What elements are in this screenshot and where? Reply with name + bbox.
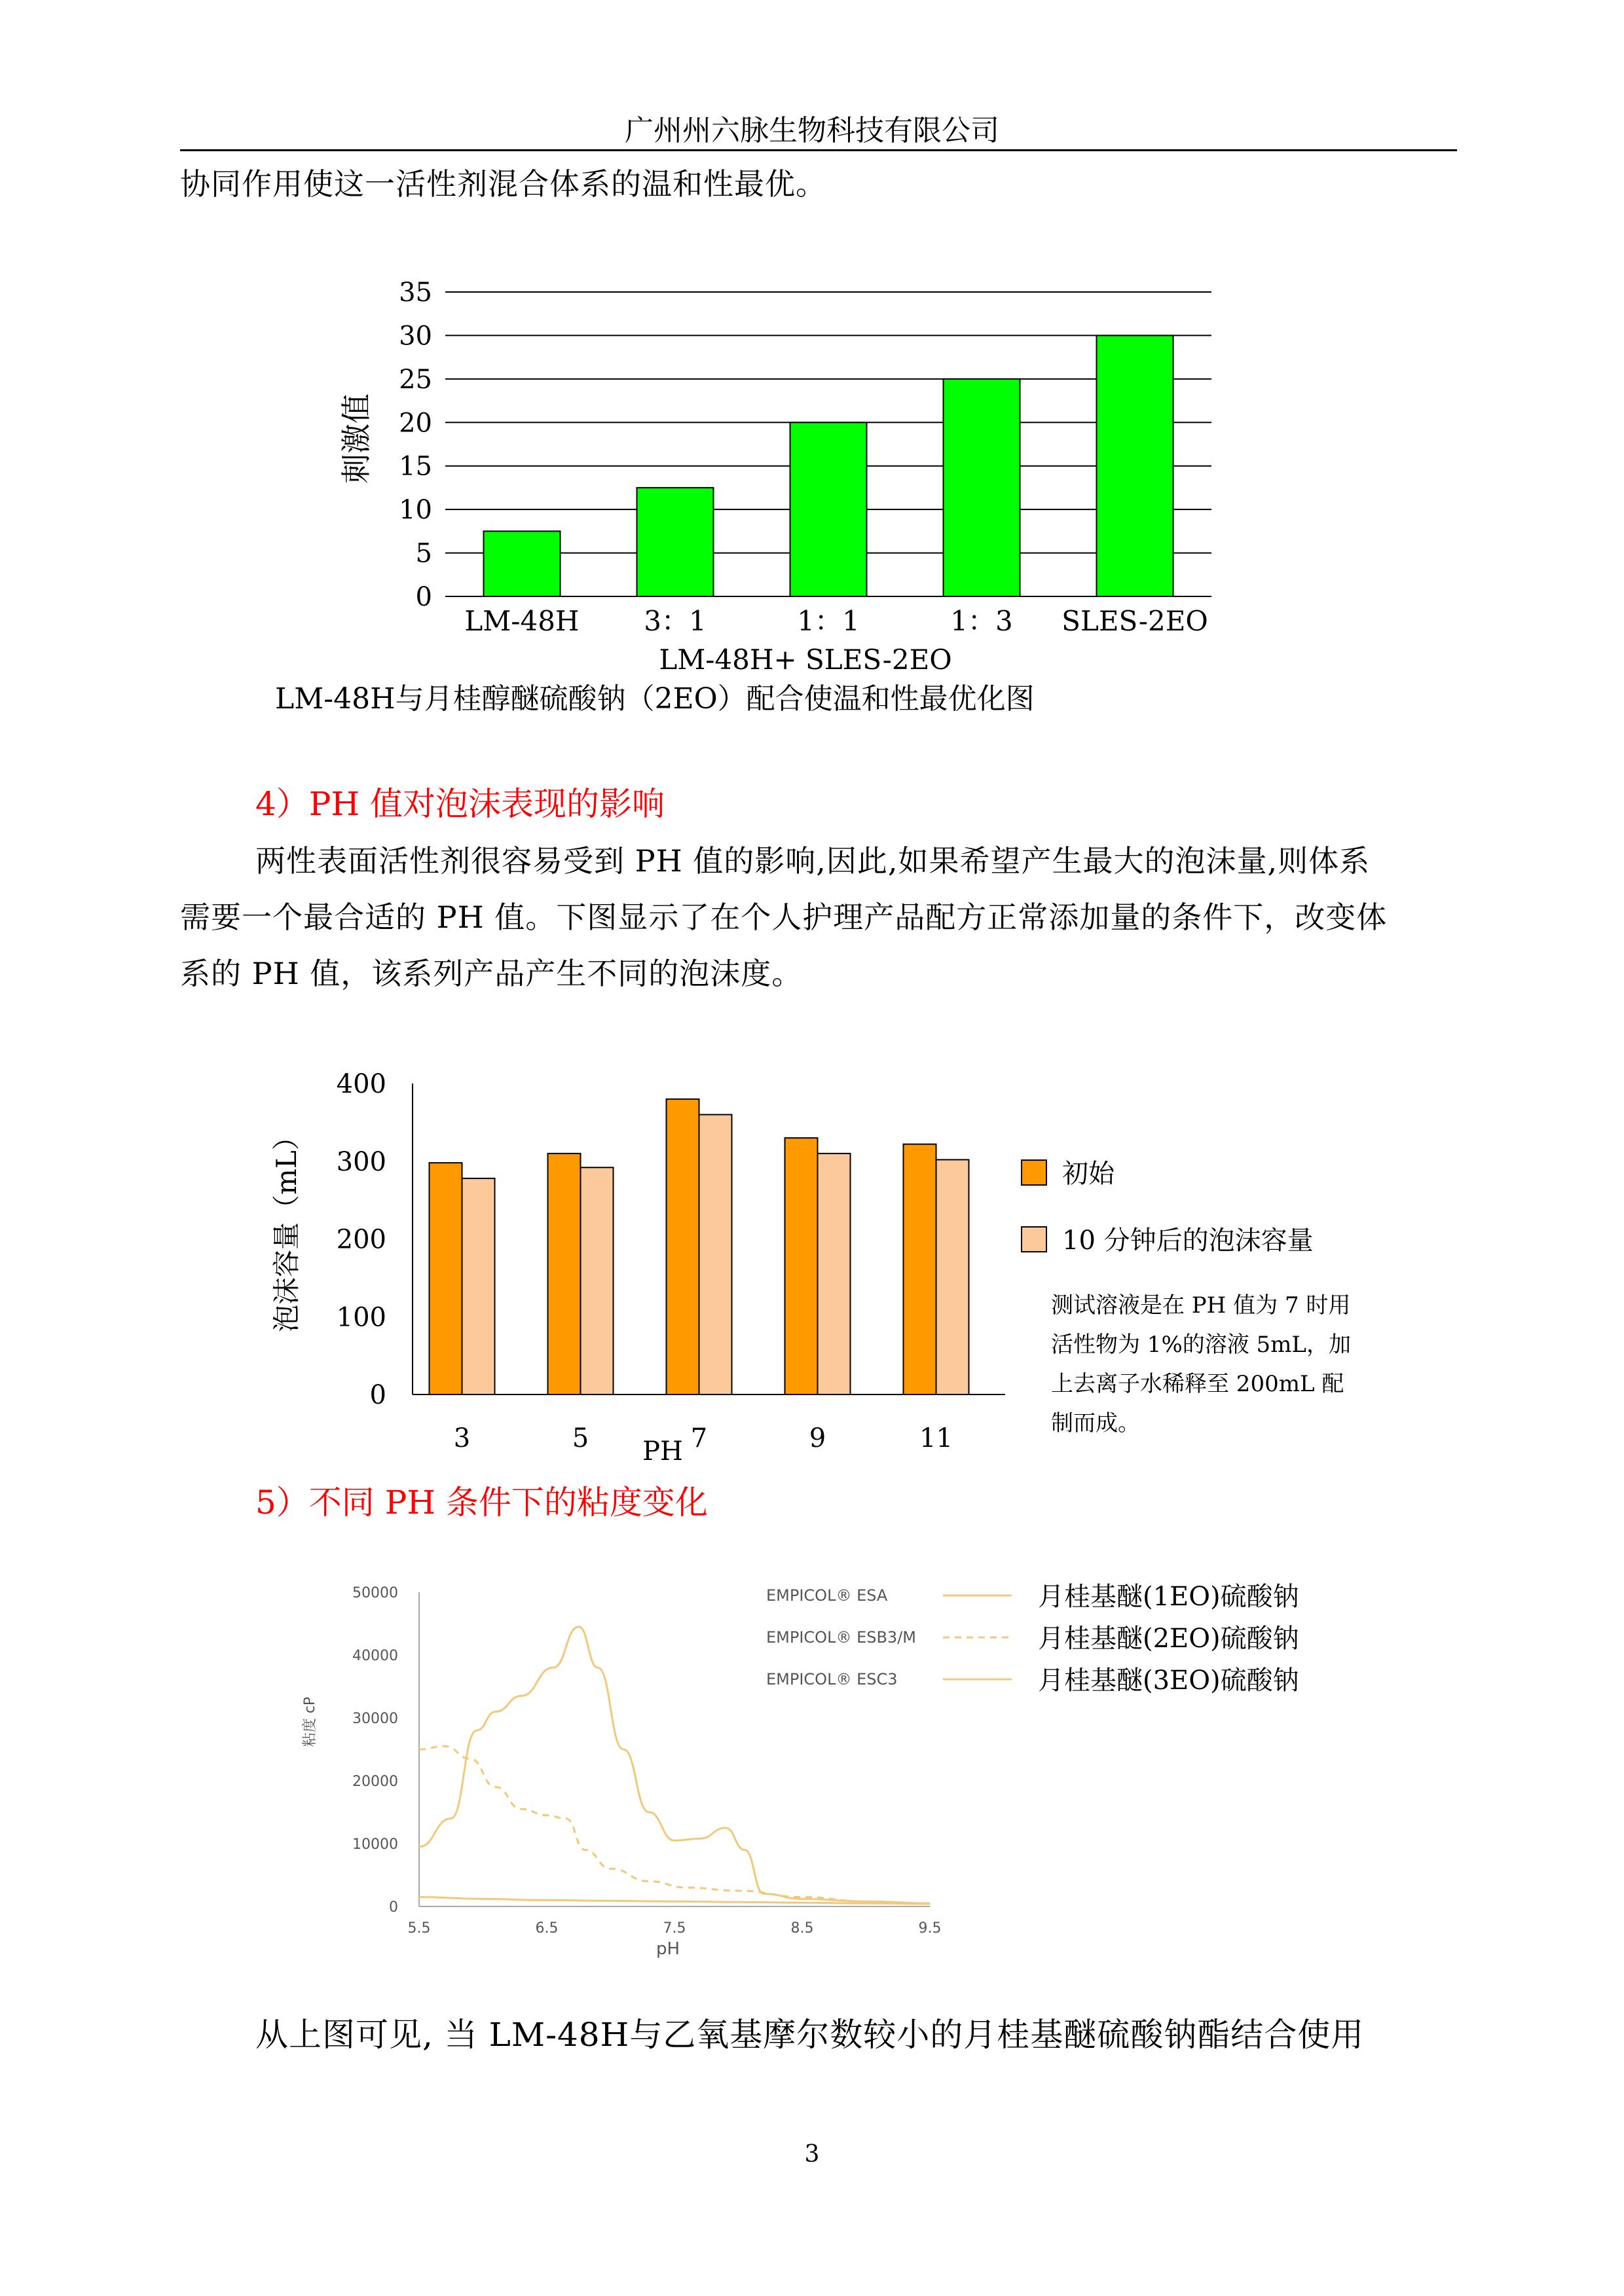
- header-rule: [180, 149, 1457, 151]
- c3-x-tick: 6.5: [535, 1920, 559, 1937]
- c2-x-tick: 7: [690, 1423, 708, 1453]
- ph-paragraph-line1: 两性表面活性剂很容易受到 PH 值的影响,因此,如果希望产生最大的泡沫量,则体系: [255, 843, 1371, 879]
- intro-paragraph: 协同作用使这一活性剂混合体系的温和性最优。: [180, 166, 826, 202]
- c2-bar-initial: [667, 1099, 699, 1394]
- c1-y-tick: 35: [399, 278, 432, 308]
- c3-series-line-0: [419, 1627, 930, 1903]
- viscosity-line-chart: [275, 1558, 1388, 1977]
- irritation-bar-chart: [314, 268, 1231, 687]
- c3-legend-esa-name: EMPICOL® ESA: [766, 1586, 888, 1605]
- c1-x-tick: 1：1: [797, 605, 860, 637]
- c2-bar-initial: [904, 1144, 936, 1394]
- ph-paragraph-line2: 需要一个最合适的 PH 值。下图显示了在个人护理产品配方正常添加量的条件下，改变体: [180, 900, 1388, 935]
- c1-y-tick-labels: [399, 278, 432, 612]
- c3-x-tick: 9.5: [918, 1920, 942, 1937]
- c2-legend-after10: 10 分钟后的泡沫容量: [1062, 1226, 1314, 1256]
- c3-x-tick: 7.5: [663, 1920, 686, 1937]
- c2-y-tick: 100: [336, 1302, 386, 1333]
- ph-paragraph-line3: 系的 PH 值，该系列产品产生不同的泡沫度。: [180, 956, 803, 991]
- c2-x-tick-labels: [454, 1423, 953, 1453]
- c1-bar: [484, 531, 561, 596]
- c2-bar-initial: [785, 1138, 818, 1394]
- c1-bar: [637, 488, 714, 596]
- c1-y-tick: 15: [399, 451, 432, 482]
- section4-heading: 4）PH 值对泡沫表现的影响: [255, 785, 665, 823]
- c2-bar-after10: [699, 1115, 732, 1395]
- c1-bar: [790, 422, 867, 596]
- c2-bar-after10: [818, 1154, 851, 1394]
- c1-x-tick: 3：1: [644, 605, 707, 637]
- c2-note-line: 测试溶液是在 PH 值为 7 时用: [1051, 1292, 1351, 1319]
- c2-y-tick: 200: [336, 1224, 386, 1255]
- c3-y-tick: 10000: [352, 1836, 398, 1853]
- c1-x-tick: 1：3: [950, 605, 1013, 637]
- c2-y-tick: 0: [369, 1380, 386, 1410]
- c1-y-tick: 0: [415, 582, 432, 612]
- c2-bar-after10: [936, 1159, 969, 1394]
- c2-y-tick-labels: [337, 1069, 386, 1410]
- c1-y-tick: 5: [415, 538, 432, 569]
- c3-legend-esb3-cn: 月桂基醚(2EO)硫酸钠: [1038, 1624, 1299, 1654]
- c1-bar: [944, 379, 1020, 596]
- c1-bar: [1097, 335, 1173, 596]
- c2-x-tick: 3: [453, 1423, 471, 1453]
- c1-y-tick: 25: [399, 364, 432, 395]
- c2-bars: [430, 1099, 969, 1394]
- c2-y-tick: 300: [336, 1146, 386, 1177]
- c1-x-axis-label: LM-48H+ SLES-2EO: [659, 644, 952, 676]
- c1-y-axis-label: 刺激值: [339, 393, 374, 484]
- c3-series-lines: [419, 1627, 930, 1904]
- c3-x-tick: 8.5: [790, 1920, 814, 1937]
- c1-caption: LM-48H与月桂醇醚硫酸钠（2EO）配合使温和性最优化图: [275, 682, 1035, 716]
- c2-x-tick: 11: [919, 1423, 953, 1453]
- c2-y-axis-label: 泡沫容量（mL）: [270, 1123, 303, 1332]
- c3-y-tick: 0: [389, 1899, 398, 1916]
- c3-series-line-1: [419, 1746, 930, 1903]
- c3-y-axis-label: 粘度 cP: [302, 1696, 318, 1747]
- c3-legend-esc3-name: EMPICOL® ESC3: [766, 1670, 898, 1688]
- c3-x-tick: 5.5: [407, 1920, 431, 1937]
- c3-y-tick: 50000: [352, 1585, 398, 1601]
- c2-legend-swatch-after10: [1022, 1227, 1046, 1252]
- c2-note: [1051, 1292, 1351, 1436]
- c3-legend: [766, 1582, 1299, 1696]
- header-company: 广州州六脉生物科技有限公司: [625, 114, 999, 147]
- c2-note-line: 制而成。: [1051, 1410, 1140, 1436]
- c1-y-tick: 10: [399, 495, 432, 526]
- c1-x-tick: SLES-2EO: [1061, 605, 1208, 637]
- c2-legend-swatch-initial: [1022, 1160, 1046, 1185]
- c2-bar-after10: [581, 1167, 614, 1394]
- c2-x-axis-label: PH: [642, 1436, 683, 1467]
- c1-y-tick: 20: [399, 408, 432, 439]
- c3-x-tick-labels: [408, 1920, 942, 1937]
- c3-y-tick: 20000: [352, 1774, 398, 1790]
- page-number: 3: [804, 2141, 820, 2168]
- c3-legend-esc3-cn: 月桂基醚(3EO)硫酸钠: [1038, 1666, 1299, 1696]
- conclusion-paragraph: 从上图可见, 当 LM-48H与乙氧基摩尔数较小的月桂基醚硫酸钠酯结合使用: [255, 2016, 1365, 2054]
- c2-bar-initial: [430, 1163, 462, 1394]
- c2-legend-initial: 初始: [1062, 1159, 1115, 1189]
- c2-bar-after10: [462, 1178, 495, 1394]
- c2-x-tick: 5: [572, 1423, 589, 1453]
- c2-note-line: 上去离子水稀释至 200mL 配: [1051, 1371, 1344, 1397]
- c2-y-tick: 400: [336, 1069, 386, 1099]
- section5-heading: 5）不同 PH 条件下的粘度变化: [255, 1484, 708, 1522]
- c3-y-tick-labels: [352, 1585, 398, 1916]
- c2-note-line: 活性物为 1%的溶液 5mL，加: [1051, 1332, 1352, 1358]
- c3-y-tick: 40000: [352, 1648, 398, 1664]
- c3-x-axis-label: pH: [655, 1939, 680, 1959]
- c1-x-tick: LM-48H: [464, 605, 580, 637]
- c2-bar-initial: [548, 1154, 581, 1394]
- c3-y-tick: 30000: [352, 1711, 398, 1727]
- c2-x-tick: 9: [809, 1423, 826, 1453]
- c1-x-tick-labels: [464, 605, 1208, 637]
- c1-y-tick: 30: [399, 321, 432, 352]
- c3-legend-esa-cn: 月桂基醚(1EO)硫酸钠: [1038, 1582, 1299, 1612]
- c3-legend-esb3-name: EMPICOL® ESB3/M: [766, 1628, 916, 1647]
- foam-volume-bar-chart: [262, 1054, 1441, 1473]
